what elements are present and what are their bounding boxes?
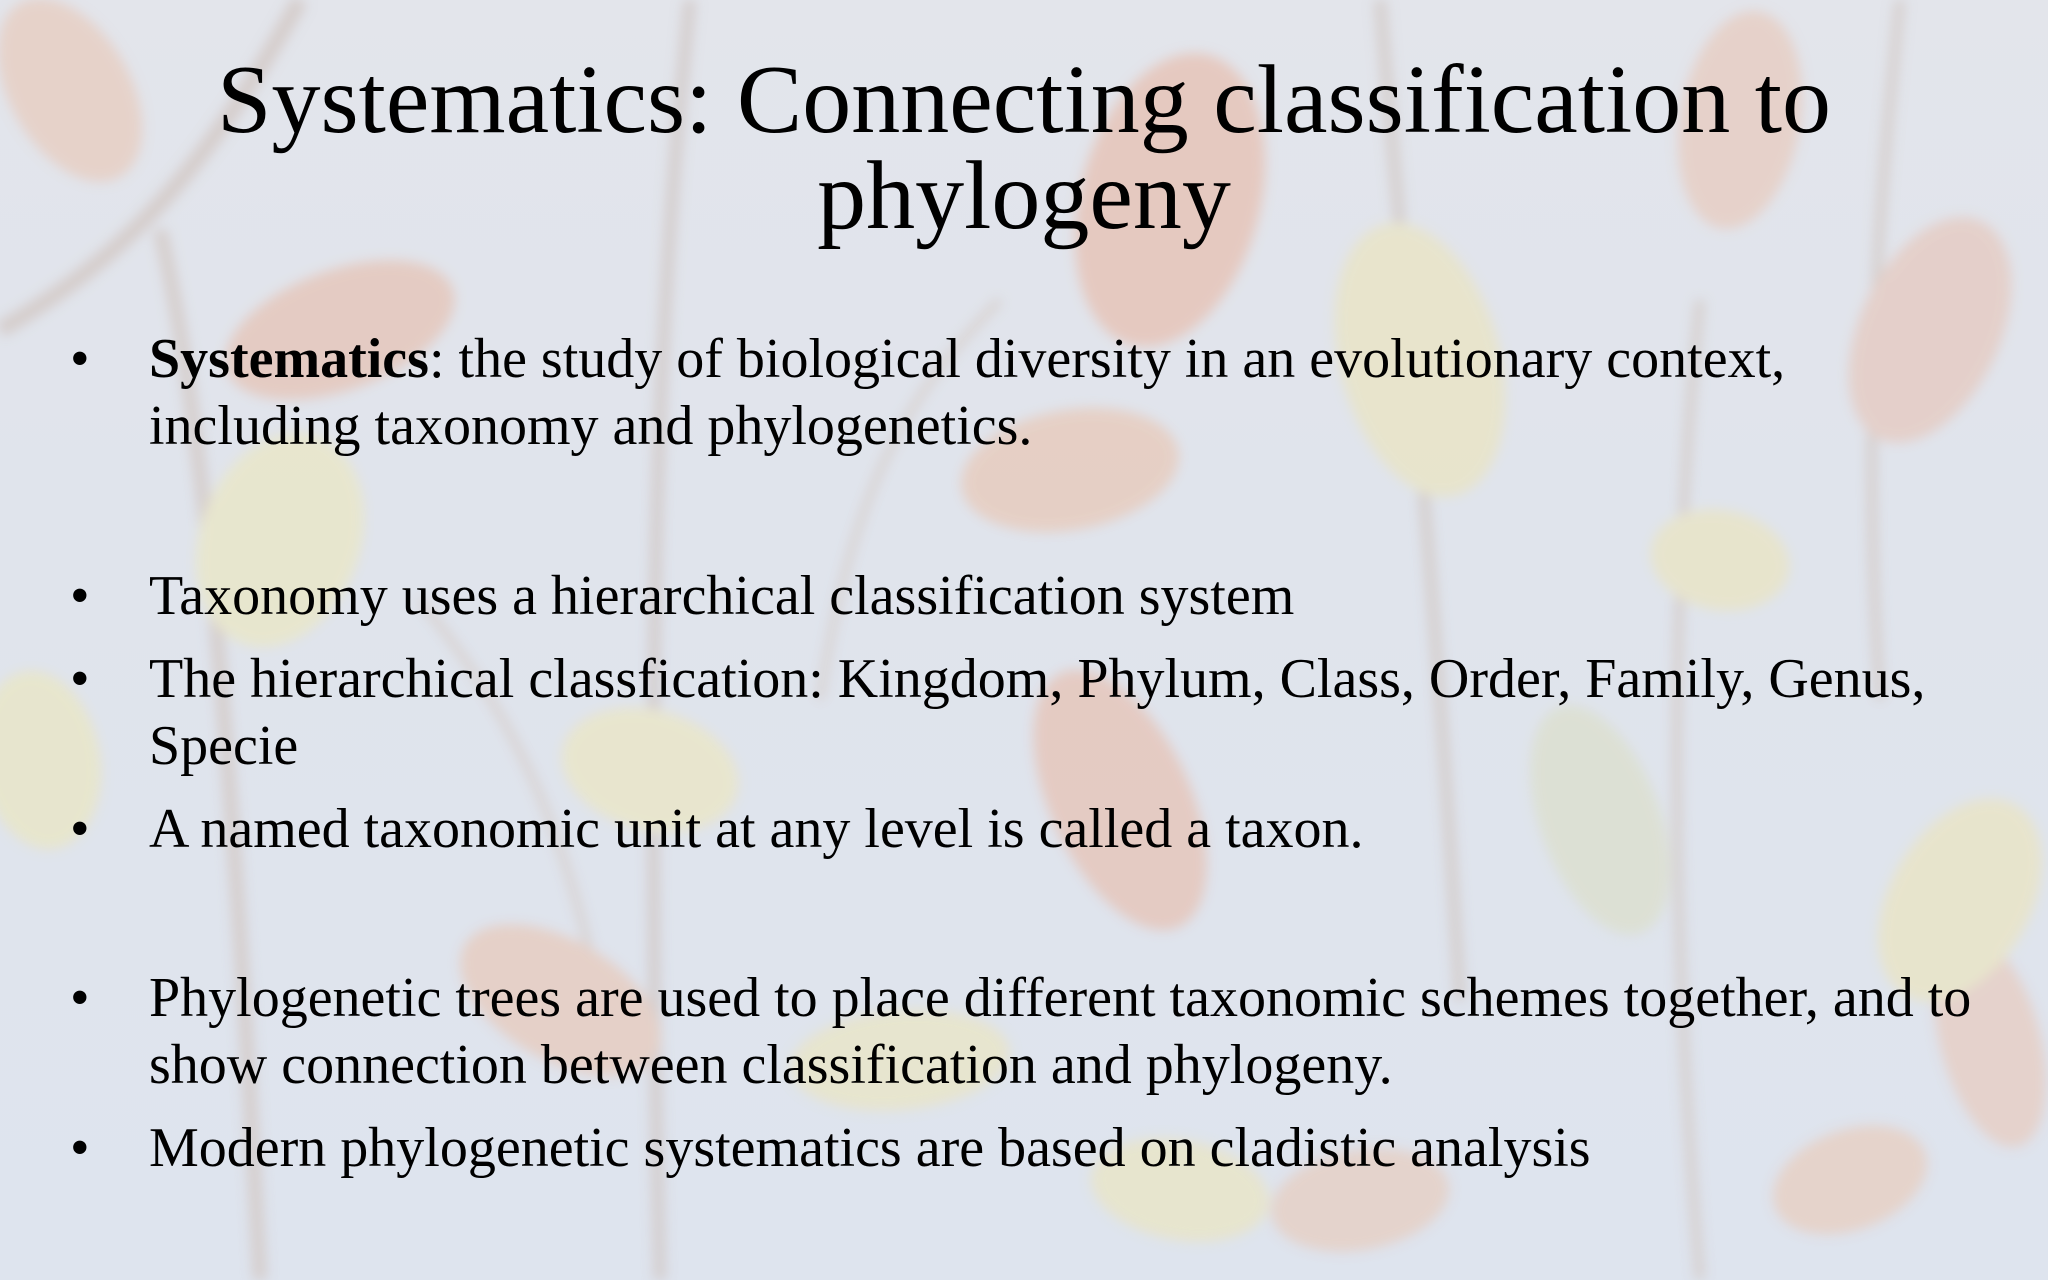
bullet-definition: : the study of biological diversity in an evolutionary context, including taxonomy and phylogenetics. [149,328,1786,457]
bullet-item-cladistics [70,1115,1990,1182]
bullet-icon: • [70,967,90,1029]
bullet-icon: • [70,1117,90,1179]
bullet-item-taxon [70,796,1990,863]
bullet-icon: • [70,565,90,627]
slide-title: Systematics: Connecting classification to phylogeny [217,46,1831,250]
bullet-item-taxonomy [70,563,1990,630]
bullet-text: Taxonomy uses a hierarchical classification system [149,565,1295,627]
bullet-text: Modern phylogenetic systematics are based on cladistic analysis [149,1117,1591,1179]
bullet-text: A named taxonomic unit at any level is called a taxon. [149,798,1364,860]
bullet-term: Systematics [149,328,429,390]
bullet-text: The hierarchical classfication: Kingdom, Phylum, Class, Order, Family, Genus, Specie [149,648,1926,777]
bullet-icon: • [70,798,90,860]
bullet-item-phylogenetic-trees [70,965,1990,1099]
bullet-text [149,326,1990,460]
bullet-text: Phylogenetic trees are used to place different taxonomic schemes together, and to show connection between classification and phylogeny. [149,967,1972,1096]
bullet-item-systematics [70,326,1990,460]
bullet-icon: • [70,648,90,710]
bullet-item-hierarchy [70,646,1990,780]
bullet-icon: • [70,328,90,390]
